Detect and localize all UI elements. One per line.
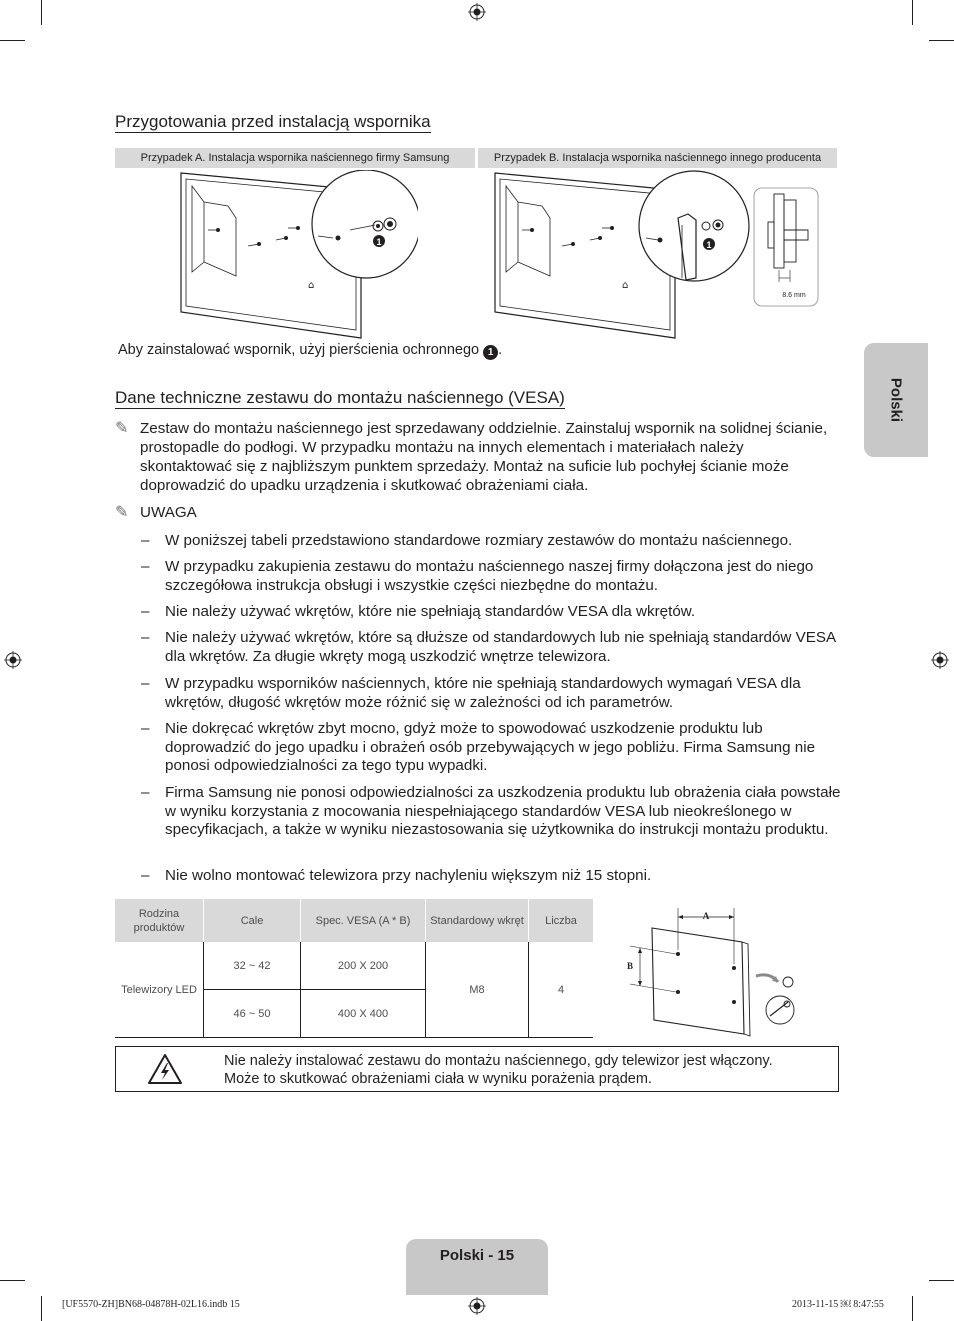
list-item: Firma Samsung nie ponosi odpowiedzialności za uszkodzenia produktu lub obrażenia ciała powstałe w wyniku korzystania z mocowania niespełniającego standardów VESA lub nieokreślonego w specyfikacjach, a także w wyniku niezastosowania się użytkownika do instrukcji montażu produktu. [165, 784, 841, 838]
footer-file-info: [UF5570-ZH]BN68-04878H-02L16.indb 15 [62, 1299, 240, 1310]
table-cell: Telewizory LED [115, 942, 204, 1038]
crop-mark [929, 40, 954, 41]
crop-mark [912, 0, 913, 25]
svg-text:⌂: ⌂ [308, 280, 315, 291]
registration-mark-icon [468, 1297, 486, 1315]
table-header: Standardowy wkręt [426, 899, 529, 942]
dash-bullet: – [141, 720, 150, 737]
dash-bullet: – [141, 784, 150, 801]
dimension-label: 8.6 mm [782, 292, 806, 299]
case-b-header: Przypadek B. Instalacja wspornika naściennego innego producenta [478, 148, 837, 168]
table-row [115, 942, 593, 990]
dimension-label-b: B [626, 961, 634, 971]
tv-back-illustration-case-a [178, 170, 418, 342]
list-item: W przypadku zakupienia zestawu do montażu naściennego naszej firmy dołączona jest do niego szczegółowa instrukcja obsługi i wszystkie części niezbędne do montażu. [165, 558, 814, 594]
warning-line: Nie należy instalować zestawu do montażu naściennego, gdy telewizor jest włączony. [224, 1053, 773, 1069]
dash-bullet: – [141, 629, 150, 646]
note-paragraph: Zestaw do montażu naściennego jest sprzedawany oddzielnie. Zainstaluj wspornik na solidnej ścianie, prostopadle do podłogi. W przypadku montażu na innych elementach i materiałach należy skontaktować się z najbliższym punktem sprzedaży. Montaż na suficie lub pochyłej ścianie może doprowadzić do upadku urządzenia i skutkować obrażeniami ciała. [140, 420, 828, 494]
dash-bullet: – [141, 675, 150, 692]
crop-mark [41, 1296, 42, 1321]
list-item: Nie dokręcać wkrętów zbyt mocno, gdyż może to spowodować uszkodzenie produktu lub doprowadzić do jego upadku i obrażeń osób przebywających w jego pobliżu. Firma Samsung nie ponosi odpowiedzialności za tego typu wypadki. [165, 720, 816, 774]
dash-bullet: – [141, 532, 150, 549]
warning-text [224, 1052, 773, 1088]
page-number-tab: Polski - 15 [406, 1239, 548, 1295]
dimension-label-a: A [702, 911, 710, 921]
table-cell: 46 ~ 50 [204, 990, 301, 1038]
install-caption: Aby zainstalować wspornik, użyj pierścienia ochronnego 1 . [118, 342, 503, 358]
registration-mark-icon [468, 3, 486, 21]
list-item: Nie wolno montować telewizora przy nachyleniu większym niż 15 stopni. [165, 867, 652, 884]
crop-mark [912, 1296, 913, 1321]
registration-mark-icon [4, 651, 22, 669]
section-title-vesa: Dane techniczne zestawu do montażu naściennego (VESA) [115, 388, 565, 407]
list-item: W przypadku wsporników naściennych, które nie spełniają standardowych wymagań VESA dla wkrętów, długość wkrętów może różnić się w zależności od ich parametrów. [165, 675, 801, 711]
list-item: Nie należy używać wkrętów, które są dłuższe od standardowych lub nie spełniają standardów VESA dla wkrętów. Za długie wkręty mogą uszkodzić wnętrze telewizora. [165, 629, 836, 665]
list-item: W poniższej tabeli przedstawiono standardowe rozmiary zestawów do montażu naściennego. [165, 532, 793, 549]
warning-box [115, 1046, 839, 1092]
table-header: Liczba [529, 899, 594, 942]
note-icon: ✎ [115, 420, 129, 437]
callout-1: 1 [376, 237, 382, 247]
registration-mark-icon [931, 651, 949, 669]
svg-text:⌂: ⌂ [622, 280, 629, 291]
table-cell: M8 [426, 942, 529, 1038]
warning-line: Może to skutkować obrażeniami ciała w wyniku porażenia prądem. [224, 1071, 652, 1087]
vesa-spec-table [115, 899, 593, 1038]
language-side-tab: Polski [864, 343, 928, 457]
table-header: Spec. VESA (A * B) [301, 899, 426, 942]
tv-back-illustration-case-b [492, 170, 820, 342]
crop-mark [0, 40, 25, 41]
case-a-header: Przypadek A. Instalacja wspornika naściennego firmy Samsung [115, 148, 475, 168]
table-cell: 200 X 200 [301, 942, 426, 990]
callout-1: 1 [706, 240, 712, 250]
vesa-dimension-diagram [620, 898, 810, 1043]
crop-mark [0, 1280, 25, 1281]
dash-bullet: – [141, 603, 150, 620]
crop-mark [929, 1280, 954, 1281]
callout-1: 1 [483, 345, 498, 360]
table-header: Cale [204, 899, 301, 942]
table-cell: 32 ~ 42 [204, 942, 301, 990]
warning-electric-icon [147, 1053, 183, 1085]
crop-mark [41, 0, 42, 25]
note-icon: ✎ [115, 504, 129, 521]
table-cell: 4 [529, 942, 594, 1038]
note-uwaga: UWAGA [140, 504, 197, 521]
table-cell: 400 X 400 [301, 990, 426, 1038]
footer-timestamp: 2013-11-15 ￼ 8:47:55 [792, 1299, 884, 1310]
dash-bullet: – [141, 558, 150, 575]
list-item: Nie należy używać wkrętów, które nie spełniają standardów VESA dla wkrętów. [165, 603, 696, 620]
section-title-preparation: Przygotowania przed instalacją wspornika [115, 112, 431, 131]
table-header: Rodzina produktów [115, 899, 204, 942]
dash-bullet: – [141, 867, 150, 884]
